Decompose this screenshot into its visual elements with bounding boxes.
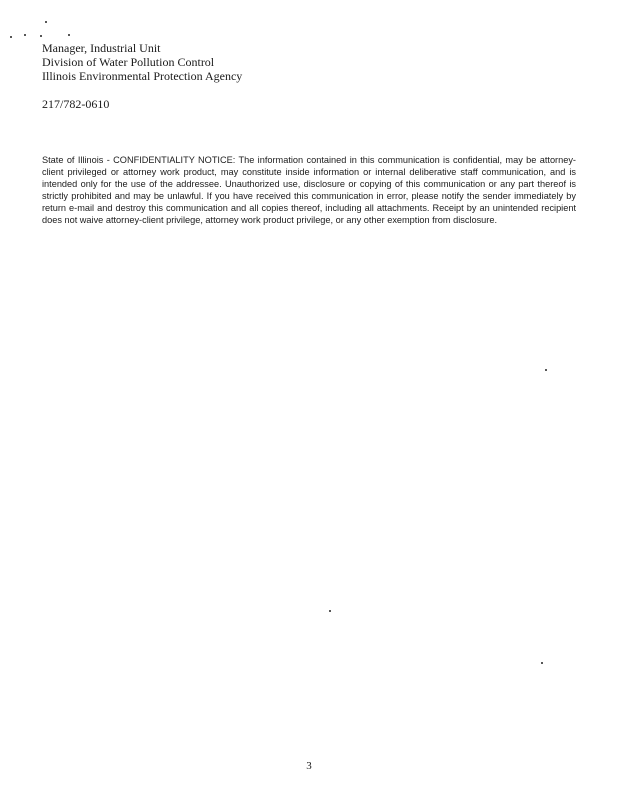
signature-division-line: Division of Water Pollution Control: [42, 55, 215, 69]
signature-block: [42, 41, 362, 83]
scan-speck: [40, 35, 42, 37]
signature-title-line: Manager, Industrial Unit: [42, 41, 161, 55]
page-number: 3: [306, 760, 312, 772]
phone-number: 217/782-0610: [42, 97, 110, 111]
scan-speck: [541, 662, 543, 664]
scan-speck: [10, 36, 12, 38]
scan-speck: [545, 369, 547, 371]
scan-speck: [45, 21, 47, 23]
scan-speck: [68, 34, 70, 36]
scan-speck: [24, 34, 26, 36]
scan-speck: [329, 610, 331, 612]
confidentiality-notice: State of Illinois - CONFIDENTIALITY NOTICE: The information contained in this communication is confidential, may be attorney-client privileged or attorney work product, may constitute inside information or internal deliberative staff communication, and is intended only for the use of the addressee. Unauthorized use, disclosure or copying of this communication or any part thereof is strictly prohibited and may be unlawful. If you have received this communication in error, please notify the sender immediately by return e-mail and destroy this communication and all copies thereof, including all attachments. Receipt by an unintended recipient does not waive attorney-client privilege, attorney work product privilege, or any other exemption from disclosure.: [42, 155, 576, 225]
signature-agency-line: Illinois Environmental Protection Agency: [42, 69, 243, 83]
